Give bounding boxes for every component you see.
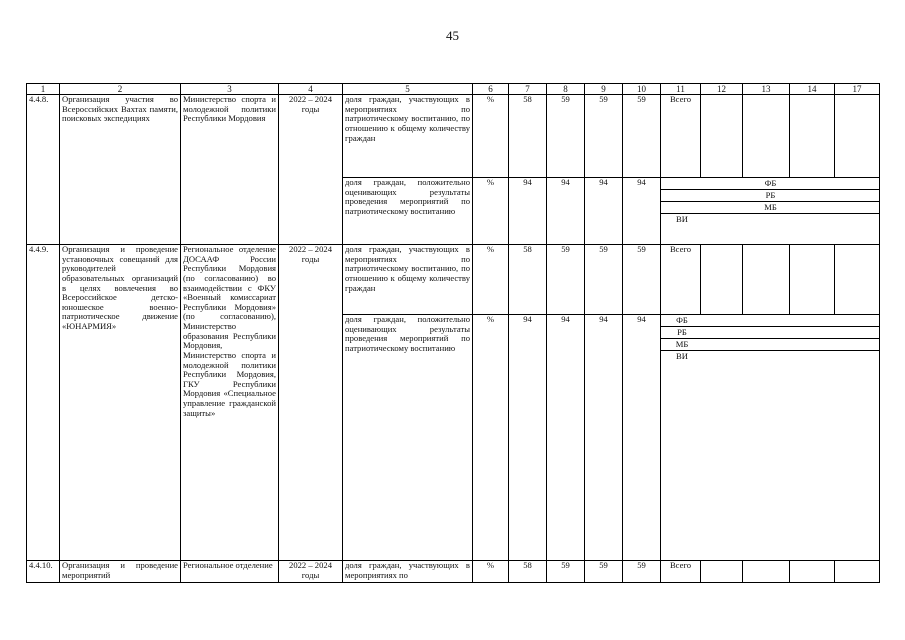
column-header: 7 — [509, 84, 547, 95]
empty-cell — [835, 95, 880, 178]
finance-source: РБ — [765, 190, 776, 200]
page-number: 45 — [446, 28, 459, 43]
value-col7: 94 — [509, 178, 547, 245]
table-row — [27, 561, 880, 583]
value-col10: 59 — [623, 561, 661, 583]
finance-line — [661, 190, 879, 202]
value-col8: 59 — [547, 561, 585, 583]
column-header: 1 — [27, 84, 60, 95]
indicator-text: доля граждан, участвующих в мероприятиях по патриотическому воспитанию, по отношению к общему количеству граждан — [343, 95, 473, 178]
finance-line — [661, 178, 879, 190]
value-col10: 59 — [623, 245, 661, 315]
column-header: 6 — [473, 84, 509, 95]
empty-cell — [835, 245, 880, 315]
empty-cell — [790, 245, 835, 315]
column-number-row — [27, 84, 880, 95]
finance-source: Всего — [661, 561, 701, 583]
value-col8: 59 — [547, 245, 585, 315]
column-header: 3 — [181, 84, 279, 95]
value-col7: 58 — [509, 95, 547, 178]
finance-source: ФБ — [764, 178, 777, 188]
row-executor: Региональное отделение — [181, 561, 279, 583]
empty-cell — [743, 95, 790, 178]
column-header: 13 — [743, 84, 790, 95]
finance-block — [661, 178, 880, 245]
indicator-text: доля граждан, участвующих в мероприятиях по — [343, 561, 473, 583]
empty-cell — [835, 561, 880, 583]
row-name: Организация участия во Всероссийских Вахтах памяти, поисковых экспедициях — [60, 95, 181, 245]
finance-line — [661, 327, 879, 339]
finance-source: ВИ — [676, 351, 688, 361]
value-col10: 94 — [623, 315, 661, 561]
finance-line — [661, 339, 879, 351]
finance-line — [661, 214, 879, 225]
row-executor: Региональное отделение ДОСААФ России Республики Мордовия (по согласованию) во взаимодействии с ФКУ «Военный комиссариат Республики Мордовия» (по согласованию), Министерство образования Республики Мордовия, Министерство спорта и молодежной политики Республики Мордовия, ГКУ Республики Мордовия «Специальное управление гражданской защиты» — [181, 245, 279, 561]
row-code: 4.4.9. — [27, 245, 60, 561]
table-row — [27, 95, 880, 178]
finance-source: МБ — [675, 339, 689, 349]
value-col9: 59 — [585, 561, 623, 583]
value-col9: 94 — [585, 315, 623, 561]
finance-source: Всего — [661, 95, 701, 178]
row-years: 2022 – 2024 годы — [279, 561, 343, 583]
indicator-text: доля граждан, положительно оценивающих результаты проведения мероприятий по патриотическому воспитанию — [343, 178, 473, 245]
value-col10: 94 — [623, 178, 661, 245]
row-years: 2022 – 2024 годы — [279, 95, 343, 245]
finance-source: МБ — [764, 202, 777, 212]
indicator-text: доля граждан, положительно оценивающих результаты проведения мероприятий по патриотическому воспитанию — [343, 315, 473, 561]
row-code: 4.4.10. — [27, 561, 60, 583]
value-col9: 59 — [585, 95, 623, 178]
finance-line — [661, 351, 879, 362]
row-executor: Министерство спорта и молодежной политики Республики Мордовия — [181, 95, 279, 245]
column-header: 17 — [835, 84, 880, 95]
empty-cell — [701, 561, 743, 583]
finance-source: ФБ — [676, 315, 688, 325]
column-header: 11 — [661, 84, 701, 95]
value-col7: 58 — [509, 245, 547, 315]
indicator-unit: % — [473, 561, 509, 583]
indicator-unit: % — [473, 178, 509, 245]
value-col10: 59 — [623, 95, 661, 178]
finance-block — [661, 315, 880, 561]
empty-cell — [701, 245, 743, 315]
empty-cell — [790, 561, 835, 583]
program-table — [26, 83, 880, 583]
column-header: 8 — [547, 84, 585, 95]
table-row — [27, 245, 880, 315]
value-col7: 94 — [509, 315, 547, 561]
value-col7: 58 — [509, 561, 547, 583]
indicator-unit: % — [473, 245, 509, 315]
value-col8: 94 — [547, 315, 585, 561]
row-years: 2022 – 2024 годы — [279, 245, 343, 561]
column-header: 12 — [701, 84, 743, 95]
empty-cell — [743, 245, 790, 315]
indicator-unit: % — [473, 95, 509, 178]
row-code: 4.4.8. — [27, 95, 60, 245]
finance-source: ВИ — [676, 214, 688, 224]
column-header: 5 — [343, 84, 473, 95]
finance-line — [661, 315, 879, 327]
empty-cell — [790, 95, 835, 178]
indicator-text: доля граждан, участвующих в мероприятиях по патриотическому воспитанию, по отношению к общему количеству граждан — [343, 245, 473, 315]
empty-cell — [701, 95, 743, 178]
column-header: 2 — [60, 84, 181, 95]
row-name: Организация и проведение установочных совещаний для руководителей образовательных организаций в целях вовлечения во Всероссийское детско-юношеское военно-патриотическое движение «ЮНАРМИЯ» — [60, 245, 181, 561]
value-col8: 94 — [547, 178, 585, 245]
empty-cell — [743, 561, 790, 583]
finance-line — [661, 202, 879, 214]
indicator-unit: % — [473, 315, 509, 561]
column-header: 9 — [585, 84, 623, 95]
column-header: 4 — [279, 84, 343, 95]
value-col8: 59 — [547, 95, 585, 178]
row-name: Организация и проведение мероприятий — [60, 561, 181, 583]
value-col9: 94 — [585, 178, 623, 245]
column-header: 14 — [790, 84, 835, 95]
value-col9: 59 — [585, 245, 623, 315]
column-header: 10 — [623, 84, 661, 95]
finance-source: РБ — [677, 327, 687, 337]
finance-source: Всего — [661, 245, 701, 315]
